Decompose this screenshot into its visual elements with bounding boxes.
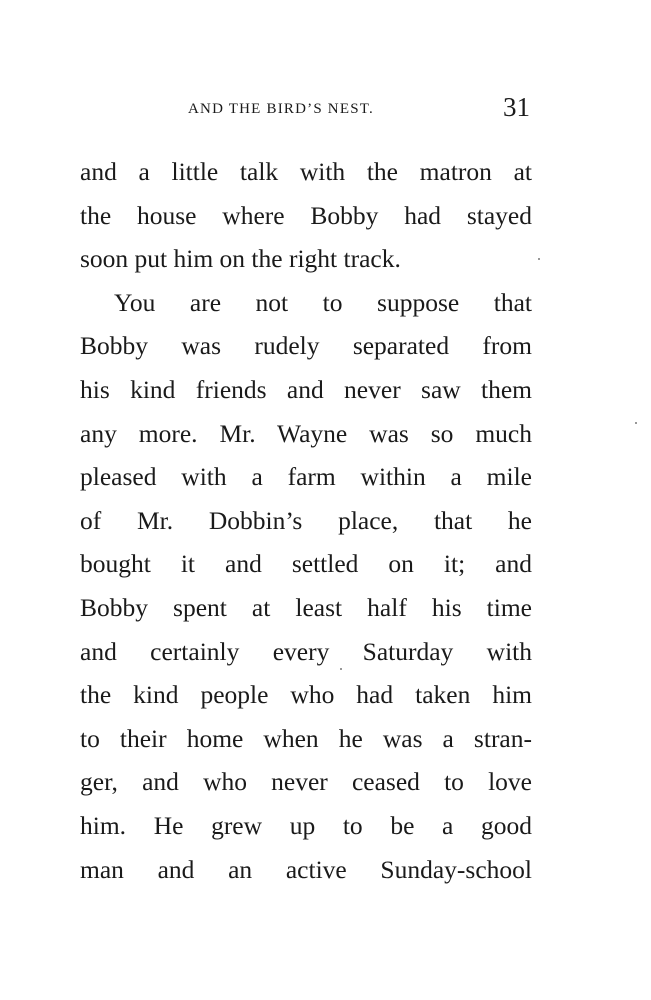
text-line: his kind friends and never saw them — [80, 374, 532, 404]
text-line: the house where Bobby had stayed — [80, 200, 532, 230]
text-line: of Mr. Dobbin’s place, that he — [80, 505, 532, 535]
running-title: AND THE BIRD’S NEST. — [188, 101, 374, 117]
text-line: soon put him on the right track. — [80, 244, 401, 274]
text-line: the kind people who had taken him — [80, 680, 532, 710]
text-line: him. He grew up to be a good — [80, 810, 532, 840]
text-line: and a little talk with the matron at — [80, 157, 532, 186]
text-line: Bobby was rudely separated from — [80, 331, 532, 361]
paper-speck — [635, 422, 637, 424]
text-line: to their home when he was a stran- — [80, 723, 532, 753]
text-line: Bobby spent at least half his time — [80, 592, 532, 622]
body-text — [80, 150, 532, 891]
running-header — [80, 92, 530, 126]
text-line: bought it and settled on it; and — [80, 549, 532, 579]
paper-speck — [538, 258, 540, 260]
text-line: ger, and who never ceased to love — [80, 767, 532, 797]
text-line: any more. Mr. Wayne was so much — [80, 418, 532, 448]
page-number: 31 — [503, 92, 530, 122]
text-line: You are not to suppose that — [114, 287, 532, 317]
text-line: pleased with a farm within a mile — [80, 462, 532, 492]
text-line: and certainly every Saturday with — [80, 636, 532, 666]
paper-speck — [340, 668, 342, 670]
text-line: man and an active Sunday-school — [80, 854, 532, 884]
